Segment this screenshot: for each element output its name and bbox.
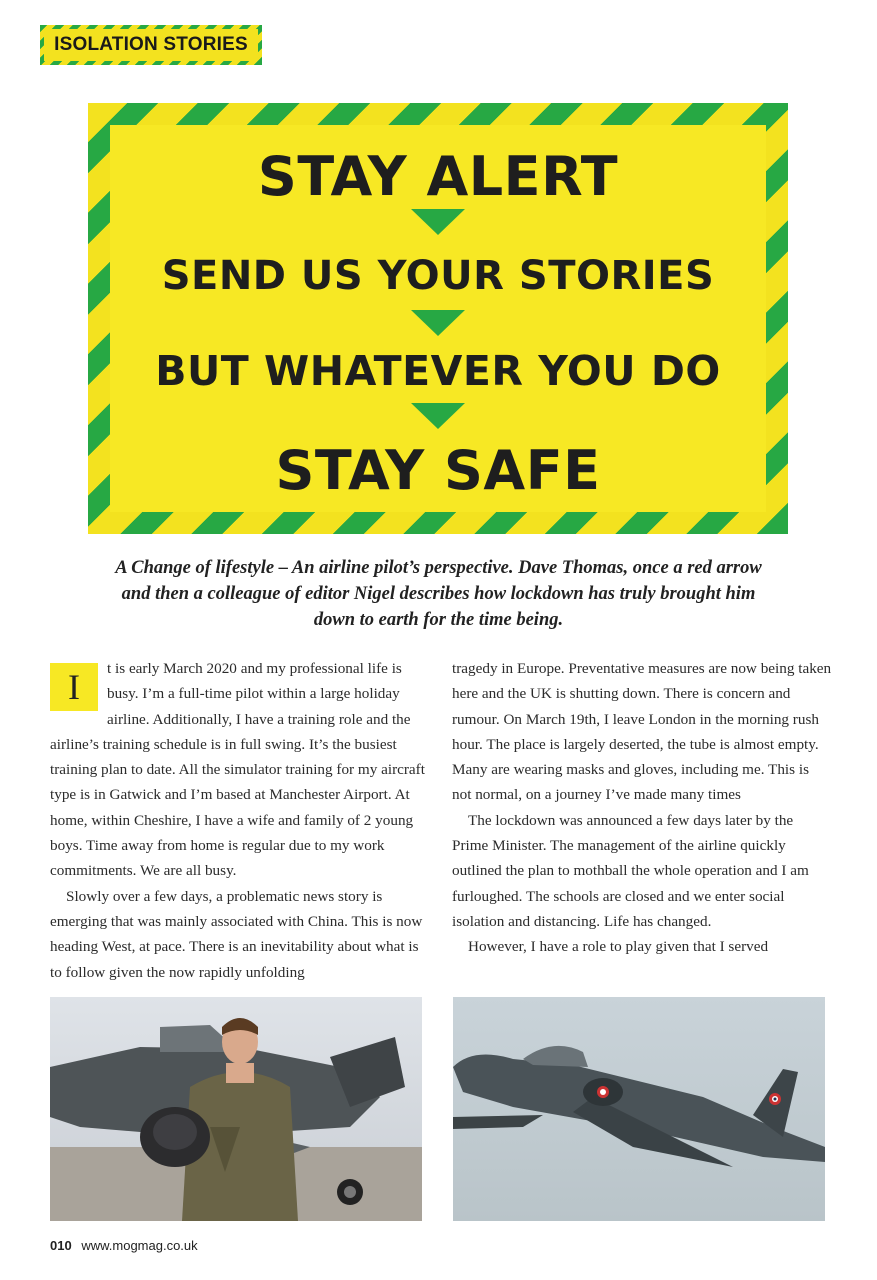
harrier-flight-illustration: [453, 997, 825, 1221]
drop-cap: I: [50, 663, 98, 711]
article-paragraph: [50, 656, 430, 884]
article-column-left: [50, 656, 430, 985]
photo-pilot-with-harrier: [50, 997, 422, 1221]
article-column-right: [452, 656, 832, 960]
paragraph-text: t is early March 2020 and my professional life is busy. I’m a full-time pilot within a large holiday airline. Additionally, I have a training role and the airline’s training schedule is in full swing. It’s the busiest training plan to date. All the simulator training for my aircraft type is in Gatwick and I’m based at Manchester Airport. At home, within Cheshire, I have a wife and family of 2 young boys. Time away from home is regular due to my work commitments. We are all busy.: [50, 660, 425, 880]
arrow-down-icon: [411, 403, 465, 429]
article-paragraph: Slowly over a few days, a problematic news story is emerging that was mainly associated with China. This is now heading West, at pace. There is an inevitability about what is to follow given the now rapidly unfolding: [50, 887, 423, 981]
arrow-down-icon: [411, 310, 465, 336]
article-paragraph: The lockdown was announced a few days later by the Prime Minister. The management of the airline quickly outlined the plan to mothball the whole operation and I am furloughed. The schools are closed and we enter social isolation and distancing. Life has changed.: [452, 811, 809, 930]
pilot-photo-illustration: [50, 997, 422, 1221]
photo-harrier-in-flight: [453, 997, 825, 1221]
standfirst: A Change of lifestyle – An airline pilot’s perspective. Dave Thomas, once a red arrow and then a colleague of editor Nigel describes how lockdown has truly brought him down to earth for the time being.: [115, 558, 762, 630]
section-tag-label: ISOLATION STORIES: [44, 29, 258, 61]
section-tag: [40, 25, 262, 65]
banner-line-whatever-you-do: BUT WHATEVER YOU DO: [155, 347, 721, 395]
banner-panel: [110, 125, 766, 512]
article-paragraph: However, I have a role to play given that I served: [468, 938, 769, 956]
banner-line-stay-safe: STAY SAFE: [275, 439, 601, 502]
arrow-down-icon: [411, 209, 465, 235]
banner-line-stay-alert: STAY ALERT: [257, 145, 619, 208]
website-link[interactable]: www.mogmag.co.uk: [81, 1238, 198, 1253]
article-paragraph: tragedy in Europe. Preventative measures are now being taken here and the UK is shutting down. There is concern and rumour. On March 19th, I leave London in the morning rush hour. The place is largely deserted, the tube is almost empty. Many are wearing masks and gloves, including me. This is not normal, on a journey I’ve made many times: [452, 660, 832, 804]
page-footer: [50, 1238, 198, 1253]
banner-line-send-stories: SEND US YOUR STORIES: [161, 253, 715, 299]
stay-safe-banner: [88, 103, 788, 534]
page-number: 010: [50, 1238, 72, 1253]
